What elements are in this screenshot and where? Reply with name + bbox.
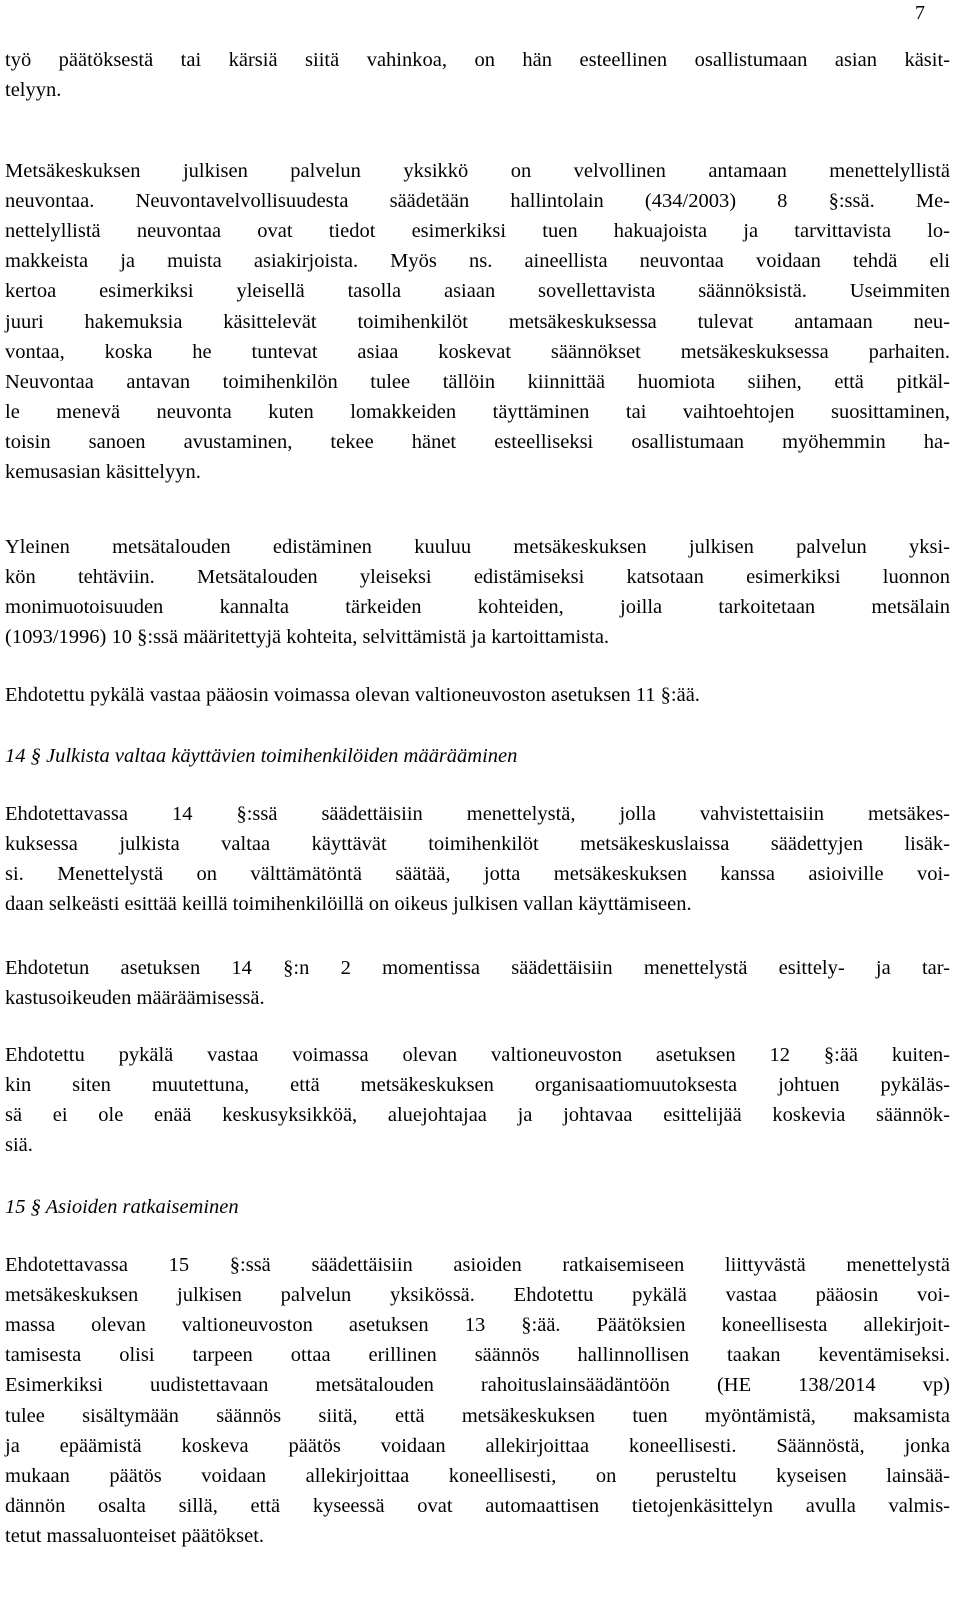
text-line: juuri hakemuksia käsittelevät toimihenkilöt metsäkeskuksessa tulevat antamaan neu- [5,310,950,333]
text-line: massa olevan valtioneuvoston asetuksen 13 §:ää. Päätöksien koneellisesta allekirjoit- [5,1314,950,1337]
text-line: kin siten muutettuna, että metsäkeskuksen organisaatiomuutoksesta johtuen pykäläs- [5,1074,950,1097]
text-line: vontaa, koska he tuntevat asiaa koskevat säännökset metsäkeskuksessa parhaiten. [5,340,950,363]
text-line: siä. [5,1134,33,1157]
text-line: metsäkeskuksen julkisen palvelun yksikössä. Ehdotettu pykälä vastaa pääosin voi- [5,1284,950,1307]
text-line: tamisesta olisi tarpeen ottaa erillinen säännös hallinnollisen taakan keventämiseksi. [5,1344,950,1367]
text-line: kastusoikeuden määräämisessä. [5,987,265,1010]
text-line: Metsäkeskuksen julkisen palvelun yksikkö on velvollinen antamaan menettelyllistä [5,160,950,182]
text-line: tulee sisältymään säännös siitä, että metsäkeskuksen tuen myöntämistä, maksamista [5,1404,950,1427]
text-line: toisin sanoen avustaminen, tekee hänet esteelliseksi osallistumaan myöhemmin ha- [5,430,950,453]
text-line: neuvontaa. Neuvontavelvollisuudesta säädetään hallintolain (434/2003) 8 §:ssä. Me- [5,190,950,213]
text-line: telyyn. [5,79,62,102]
text-line: Ehdotettavassa 14 §:ssä säädettäisiin menettelystä, jolla vahvistettaisiin metsäkes- [5,803,950,825]
text-line: Ehdotetun asetuksen 14 §:n 2 momentissa säädettäisiin menettelystä esittely- ja tar- [5,957,950,979]
text-line: (1093/1996) 10 §:ssä määritettyjä kohteita, selvittämistä ja kartoittamista. [5,626,610,649]
text-line: Esimerkiksi uudistettavaan metsätalouden rahoituslainsäädäntöön (HE 138/2014 vp) [5,1374,950,1397]
text-line: mukaan päätös voidaan allekirjoittaa koneellisesti, on perusteltu kyseisen lainsää- [5,1464,950,1487]
text-line: ja epäämistä koskeva päätös voidaan allekirjoittaa koneellisesti. Säännöstä, jonka [5,1434,950,1457]
text-line: Neuvontaa antavan toimihenkilön tulee tällöin kiinnittää huomiota siihen, että pitkäl- [5,370,950,393]
section-heading: 14 § Julkista valtaa käyttävien toimihenkilöiden määrääminen [5,745,518,767]
text-line: Ehdotettu pykälä vastaa pääosin voimassa olevan valtioneuvoston asetuksen 11 §:ää. [5,684,700,706]
text-line: tetut massaluonteiset päätökset. [5,1524,265,1547]
text-line: dännön osalta sillä, että kyseessä ovat automaattisen tietojenkäsittelyn avulla valmis- [5,1494,950,1517]
text-line: kertoa esimerkiksi yleisellä tasolla asiaan sovellettavista säännöksistä. Useimmiten [5,280,950,303]
text-line: työ päätöksestä tai kärsiä siitä vahinkoa, on hän esteellinen osallistumaan asian käsit- [5,49,950,71]
text-line: sä ei ole enää keskusyksikköä, aluejohtajaa ja johtavaa esittelijää koskevia säännök- [5,1104,950,1127]
page-number: 7 [915,2,925,24]
text-line: monimuotoisuuden kannalta tärkeiden kohteiden, joilla tarkoitetaan metsälain [5,596,950,619]
text-line: si. Menettelystä on välttämätöntä säätää, jotta metsäkeskuksen kanssa asioiville voi- [5,863,950,886]
text-line: makkeista ja muista asiakirjoista. Myös ns. aineellista neuvontaa voidaan tehdä eli [5,250,950,273]
text-line: kön tehtäviin. Metsätalouden yleiseksi edistämiseksi katsotaan esimerkiksi luonnon [5,566,950,589]
text-line: daan selkeästi esittää keillä toimihenkilöillä on oikeus julkisen vallan käyttämiseen. [5,893,692,916]
text-line: Ehdotettu pykälä vastaa voimassa olevan valtioneuvoston asetuksen 12 §:ää kuiten- [5,1044,950,1066]
text-line: le menevä neuvonta kuten lomakkeiden täyttäminen tai vaihtoehtojen suosittaminen, [5,400,950,423]
text-line: Ehdotettavassa 15 §:ssä säädettäisiin asioiden ratkaisemiseen liittyvästä menettelystä [5,1254,950,1276]
text-line: Yleinen metsätalouden edistäminen kuuluu metsäkeskuksen julkisen palvelun yksi- [5,536,950,558]
text-line: kuksessa julkista valtaa käyttävät toimihenkilöt metsäkeskuslaissa säädettyjen lisäk- [5,833,950,856]
text-line: nettelyllistä neuvontaa ovat tiedot esimerkiksi tuen hakuajoista ja tarvittavista lo- [5,220,950,243]
text-line: kemusasian käsittelyyn. [5,461,201,483]
section-heading: 15 § Asioiden ratkaiseminen [5,1196,239,1218]
